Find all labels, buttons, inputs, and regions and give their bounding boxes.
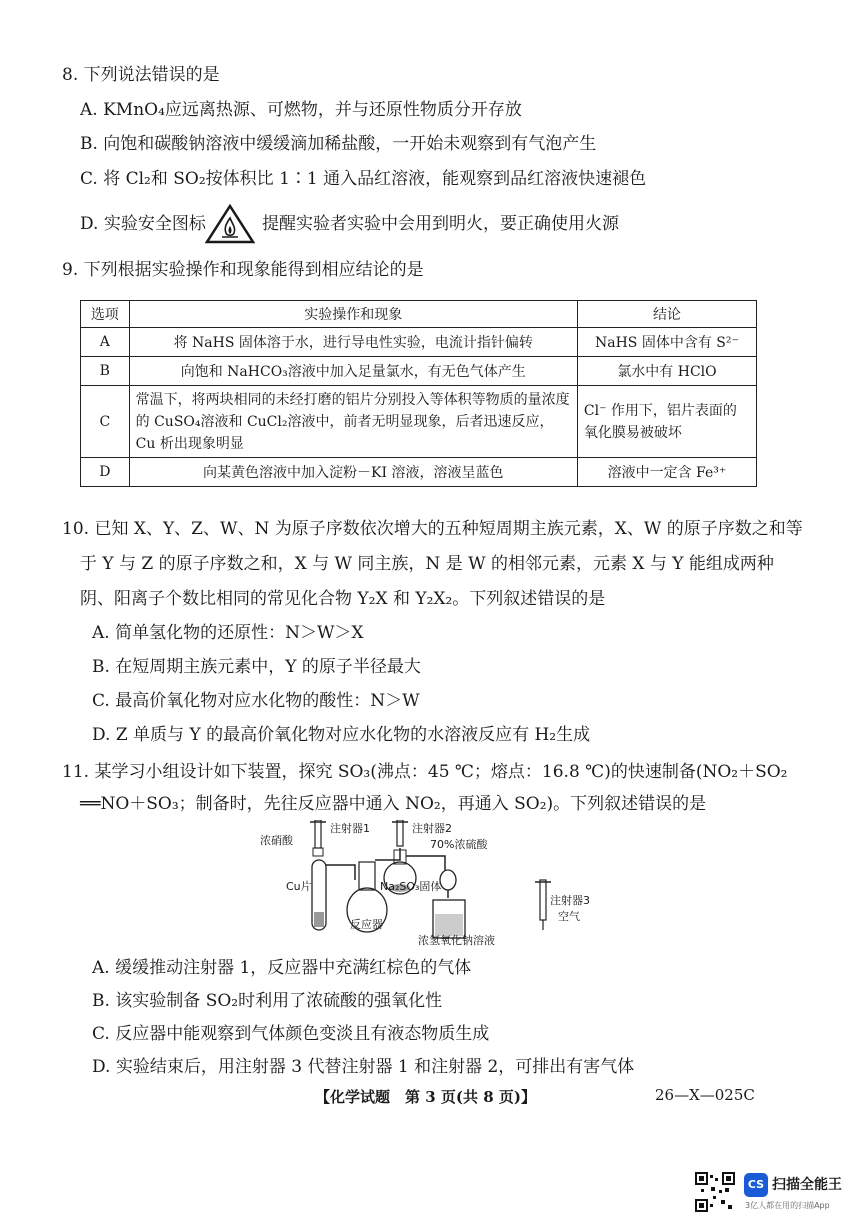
table-row <box>81 357 757 386</box>
qr-code-icon <box>695 1172 735 1212</box>
row-operation: 向某黄色溶液中加入淀粉－KI 溶液，溶液呈蓝色 <box>129 458 577 487</box>
table-row <box>81 386 757 458</box>
scanner-app-name: 扫描全能王 <box>772 1177 842 1193</box>
q8-option-b: B. 向饱和碳酸钠溶液中缓缓滴加稀盐酸，一开始未观察到有气泡产生 <box>80 134 597 154</box>
label-cu: Cu片 <box>286 880 312 893</box>
q11-option-c: C. 反应器中能观察到气体颜色变淡且有液态物质生成 <box>92 1024 490 1044</box>
q11-option-b: B. 该实验制备 SO₂时利用了浓硫酸的强氧化性 <box>92 991 443 1011</box>
header-operation: 实验操作和现象 <box>129 301 577 328</box>
q10-stem-line3: 阴、阳离子个数比相同的常见化合物 Y₂X 和 Y₂X₂。下列叙述错误的是 <box>80 589 606 609</box>
label-na2so3: Na₂SO₃固体 <box>380 880 442 893</box>
q11-option-a: A. 缓缓推动注射器 1，反应器中充满红棕色的气体 <box>92 958 472 978</box>
row-operation: 将 NaHS 固体溶于水，进行导电性实验，电流计指针偏转 <box>129 328 577 357</box>
row-operation: 常温下，将两块相同的未经打磨的铝片分别投入等体积等物质的量浓度的 CuSO₄溶液和 CuCl₂溶液中，前者无明显现象，后者迅速反应，Cu 析出现象明显 <box>129 386 577 458</box>
q8-option-c: C. 将 Cl₂和 SO₂按体积比 1∶1 通入品红溶液，能观察到品红溶液快速褪色 <box>80 169 647 189</box>
row-option: D <box>81 458 130 487</box>
page-footer: 【化学试题 第 3 页(共 8 页)】 <box>315 1088 536 1106</box>
label-air: 空气 <box>558 910 580 923</box>
q9-stem: 9. 下列根据实验操作和现象能得到相应结论的是 <box>62 260 424 280</box>
label-syringe-2: 注射器2 <box>412 822 452 835</box>
header-option: 选项 <box>81 301 130 328</box>
row-conclusion: Cl⁻ 作用下，铝片表面的氧化膜易被破坏 <box>577 386 756 458</box>
row-conclusion: 氯水中有 HClO <box>577 357 756 386</box>
label-syringe-3: 注射器3 <box>550 894 590 907</box>
q10-option-a: A. 简单氢化物的还原性：N＞W＞X <box>92 623 364 643</box>
row-option: A <box>81 328 130 357</box>
row-conclusion: NaHS 固体中含有 S²⁻ <box>577 328 756 357</box>
q10-stem-line1: 10. 已知 X、Y、Z、W、N 为原子序数依次增大的五种短周期主族元素，X、W 的原子序数之和等 <box>62 519 803 539</box>
header-conclusion: 结论 <box>577 301 756 328</box>
q11-stem-line2: ══NO＋SO₃；制备时，先往反应器中通入 NO₂，再通入 SO₂)。下列叙述错误的是 <box>80 794 707 814</box>
table-row <box>81 458 757 487</box>
scanner-app-tagline: 3亿人都在用的扫描App <box>745 1201 830 1210</box>
row-option: C <box>81 386 130 458</box>
q8-stem: 8. 下列说法错误的是 <box>62 65 220 85</box>
row-option: B <box>81 357 130 386</box>
q10-stem-line2: 于 Y 与 Z 的原子序数之和，X 与 W 同主族，N 是 W 的相邻元素，元素 X 与 Y 能组成两种 <box>80 554 774 574</box>
label-reactor: 反应器 <box>350 918 383 931</box>
cs-logo: CS <box>744 1173 768 1197</box>
experiment-table <box>80 300 757 487</box>
label-nitric-acid: 浓硝酸 <box>260 834 293 847</box>
table-header-row <box>81 301 757 328</box>
q11-option-d: D. 实验结束后，用注射器 3 代替注射器 1 和注射器 2，可排出有害气体 <box>92 1057 635 1077</box>
label-sulfuric-acid: 70%浓硫酸 <box>430 838 488 851</box>
q11-stem-line1: 11. 某学习小组设计如下装置，探究 SO₃(沸点：45 ℃；熔点：16.8 ℃)的快速制备(NO₂＋SO₂ <box>62 762 788 782</box>
label-naoh-solution: 浓氢氧化钠溶液 <box>418 934 495 947</box>
q8-option-a: A. KMnO₄应远离热源、可燃物，并与还原性物质分开存放 <box>80 100 522 120</box>
row-conclusion: 溶液中一定含 Fe³⁺ <box>577 458 756 487</box>
apparatus-diagram <box>250 820 620 950</box>
label-syringe-1: 注射器1 <box>330 822 370 835</box>
q10-option-c: C. 最高价氧化物对应水化物的酸性：N＞W <box>92 691 420 711</box>
row-operation: 向饱和 NaHCO₃溶液中加入足量氯水，有无色气体产生 <box>129 357 577 386</box>
table-row <box>81 328 757 357</box>
open-flame-warning-icon <box>205 204 255 244</box>
q8-option-d-prefix: D. 实验安全图标 <box>80 214 206 234</box>
q10-option-d: D. Z 单质与 Y 的最高价氧化物对应水化物的水溶液反应有 H₂生成 <box>92 725 591 745</box>
exam-code: 26—X—025C <box>655 1086 755 1104</box>
q10-option-b: B. 在短周期主族元素中，Y 的原子半径最大 <box>92 657 421 677</box>
q8-option-d-suffix: 提醒实验者实验中会用到明火，要正确使用火源 <box>262 214 619 234</box>
